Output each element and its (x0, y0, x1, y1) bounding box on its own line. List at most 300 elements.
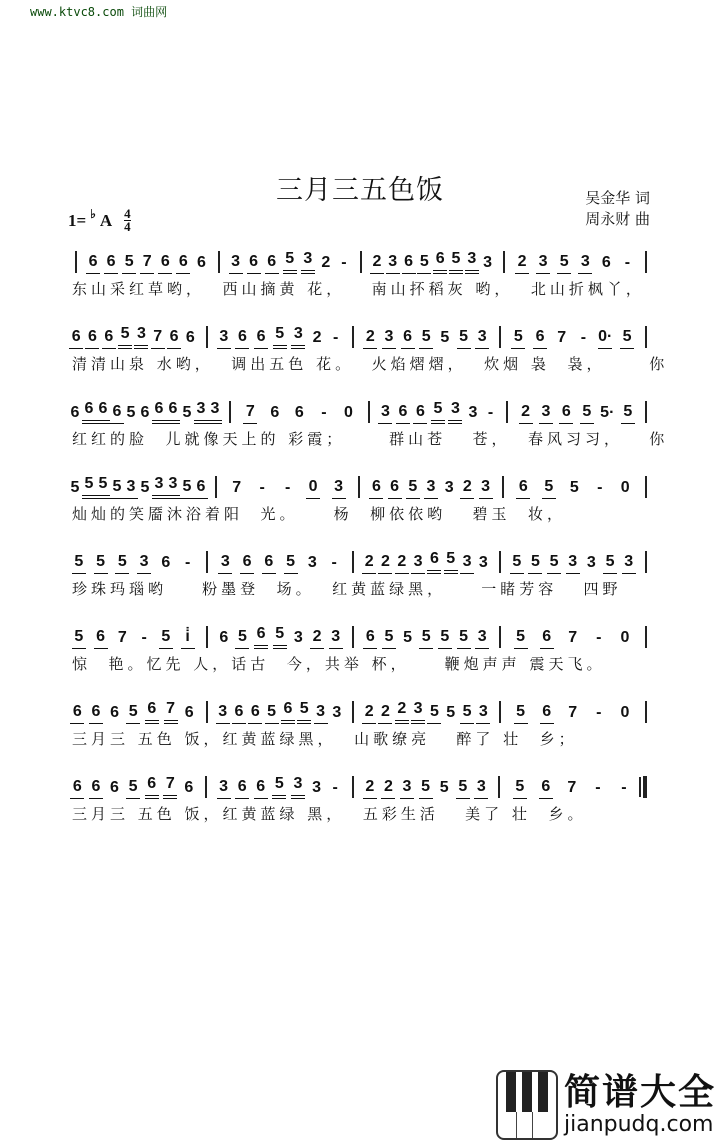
note: 6 (85, 328, 99, 349)
note: 5 (542, 478, 556, 499)
barline (499, 326, 501, 348)
measure (511, 478, 638, 499)
measure (508, 553, 639, 574)
note: - (621, 779, 627, 796)
note: 6 (102, 328, 116, 349)
note: 2 (519, 403, 533, 424)
note: 6 (248, 703, 262, 724)
note: 5 (297, 700, 311, 724)
note: 3 (293, 629, 303, 646)
barline (352, 626, 354, 648)
note: 5 (557, 253, 571, 274)
note: 5 (569, 479, 579, 496)
note: 6 (86, 253, 100, 274)
barline (358, 476, 360, 498)
measure (68, 475, 208, 499)
note: 2 (363, 778, 377, 799)
note: 5 (446, 704, 456, 721)
note: 5 (431, 400, 445, 424)
measure (361, 628, 492, 649)
note: - (332, 329, 339, 346)
barline (368, 401, 370, 423)
note: 5 (511, 328, 525, 349)
note: 5 (621, 403, 635, 424)
song-title: 三月三五色饭 (276, 175, 444, 206)
note: 6 (166, 400, 180, 424)
note: 3 (386, 253, 400, 274)
note: 5 (283, 250, 297, 274)
note: 3 (475, 328, 489, 349)
measure (215, 700, 346, 724)
note: 3 (291, 775, 305, 799)
note: 6 (254, 625, 268, 649)
note: 5 (444, 550, 458, 574)
measure (367, 478, 494, 499)
note: 2 (310, 628, 324, 649)
key-prefix: 1= (68, 210, 87, 230)
note: 6 (235, 778, 249, 799)
lyrics-row: 东山采红草哟， 西山摘黄 花， 南山抔稻灰 哟， 北山折枫丫， (72, 280, 645, 298)
note: 6 (110, 403, 124, 424)
barline (645, 251, 647, 273)
note: 2 (395, 700, 409, 724)
note: - (341, 254, 347, 271)
barline (502, 476, 504, 498)
note: 6 (89, 778, 103, 799)
key-note: A (99, 210, 113, 230)
note: - (259, 479, 265, 496)
note: 7 (140, 253, 154, 274)
score-line (68, 765, 654, 825)
measure (507, 778, 637, 799)
note: - (596, 629, 602, 646)
note: 6 (70, 703, 84, 724)
note: 6 (369, 478, 383, 499)
note: 7 (568, 704, 578, 721)
note: - (487, 404, 494, 421)
note: 5 (284, 553, 298, 574)
note: 5 (603, 553, 617, 574)
note: 6 (219, 629, 229, 646)
barline (503, 251, 505, 273)
barline (645, 626, 647, 648)
note: 3 (134, 325, 148, 349)
note: - (184, 554, 191, 571)
note: 3 (124, 478, 138, 499)
lyricist: 吴金华 词 (585, 189, 650, 207)
measure (214, 775, 344, 799)
note: 7 (557, 329, 567, 346)
barline (352, 701, 354, 723)
barline (499, 701, 501, 723)
barline (218, 251, 220, 273)
note: 3 (622, 553, 636, 574)
note: 5 (457, 328, 471, 349)
note: 6 (601, 254, 611, 271)
measure (508, 628, 639, 649)
note: 6 (176, 253, 190, 274)
note: 2 (362, 703, 376, 724)
note: 6 (396, 403, 410, 424)
note: 5 (427, 703, 441, 724)
note: 6 (110, 704, 120, 721)
note: 2 (395, 553, 409, 574)
score-line (68, 690, 654, 750)
note: 7 (232, 479, 242, 496)
note: 3 (400, 778, 414, 799)
note: 3 (307, 554, 317, 571)
notes-row (68, 250, 654, 274)
note: 6 (413, 403, 427, 424)
key-signature (68, 208, 131, 233)
score-line (68, 465, 654, 525)
measure (238, 403, 361, 424)
measure (369, 250, 496, 274)
note: 3 (478, 554, 488, 571)
note: 5 (514, 703, 528, 724)
note: 2 (370, 253, 384, 274)
note: 5 (460, 703, 474, 724)
note: 6 (158, 253, 172, 274)
note: 6 (254, 778, 268, 799)
note: 6 (533, 328, 547, 349)
note: 3 (586, 554, 596, 571)
note: 5 (110, 478, 124, 499)
note: 3 (566, 553, 580, 574)
note: 3 (229, 253, 243, 274)
note: 5 (82, 475, 96, 499)
note: 5 (182, 404, 192, 421)
measure (215, 553, 346, 574)
score-line (68, 615, 654, 675)
barline (506, 401, 508, 423)
note: 0· (598, 328, 612, 349)
note: 6 (235, 328, 249, 349)
note: - (597, 479, 603, 496)
note: 3 (152, 475, 166, 499)
note: 6 (145, 775, 159, 799)
note: 3 (483, 254, 493, 271)
measure (515, 403, 638, 424)
note: 7 (243, 403, 257, 424)
note: 5 (126, 404, 136, 421)
note: 6 (363, 628, 377, 649)
note: 2 (378, 553, 392, 574)
note: 6 (69, 328, 83, 349)
note: 5 (265, 703, 279, 724)
note: 5 (273, 325, 287, 349)
note: 6 (433, 250, 447, 274)
note: 5 (235, 628, 249, 649)
time-bottom: 4 (124, 219, 131, 234)
measure (377, 400, 500, 424)
note: 3 (194, 400, 208, 424)
note: 5 (126, 778, 140, 799)
measure (68, 325, 199, 349)
lyrics-row: 清清山泉 水哟， 调出五色 花。 火焰熠熠， 炊烟 袅 袅， 你 (72, 355, 669, 373)
note: 6 (516, 478, 530, 499)
note: 6 (559, 403, 573, 424)
measure (68, 400, 222, 424)
measure (361, 700, 492, 724)
note: 6 (184, 779, 194, 796)
note: 6 (89, 703, 103, 724)
barline (205, 776, 207, 798)
note: 6 (265, 253, 279, 274)
note: 3 (291, 325, 305, 349)
note: 2 (381, 778, 395, 799)
note: 5 (513, 778, 527, 799)
note: 5 (514, 628, 528, 649)
note: 6 (94, 628, 108, 649)
note: 6 (240, 553, 254, 574)
logo-text-en: jianpudq.com (564, 1112, 714, 1137)
score-line (68, 540, 654, 600)
note: 6 (262, 553, 276, 574)
note: 3 (137, 553, 151, 574)
barline (645, 326, 647, 348)
note: - (595, 779, 601, 796)
note: 3 (301, 250, 315, 274)
note: 0 (306, 478, 320, 499)
note: 6 (70, 404, 80, 421)
note: - (141, 629, 147, 646)
lyrics-row: 珍珠玛瑙哟 粉墨登 场。 红黄蓝绿黑， 一睹芳容 四野 (72, 580, 622, 598)
barline (352, 326, 354, 348)
note: 5 (72, 553, 86, 574)
note: 0 (620, 629, 630, 646)
lyrics-row: 红红的脸 儿就像天上的 彩霞； 群山苍 苍， 春风习习， 你 (72, 430, 669, 448)
notes-row (68, 400, 654, 424)
notes-row (68, 550, 654, 574)
note: 3 (539, 403, 553, 424)
note: 6 (161, 554, 171, 571)
note: 3 (476, 703, 490, 724)
measure (361, 328, 492, 349)
note: 5 (94, 553, 108, 574)
barline (645, 401, 647, 423)
note: 6 (281, 700, 295, 724)
note: 5 (122, 253, 136, 274)
note: 5 (72, 628, 86, 649)
barline (498, 776, 500, 798)
note: 6 (254, 328, 268, 349)
barline (352, 551, 354, 573)
score-line (68, 240, 654, 300)
barline (215, 476, 217, 498)
note: 5 (620, 328, 634, 349)
note: 0 (620, 704, 630, 721)
note: - (321, 404, 327, 421)
note: 7 (163, 775, 177, 799)
note: 6 (401, 328, 415, 349)
note: 5 (438, 628, 452, 649)
note: 6 (184, 704, 194, 721)
note: 3 (216, 703, 230, 724)
score-line (68, 315, 669, 375)
measure (512, 253, 639, 274)
barline (360, 251, 362, 273)
note: 6 (152, 400, 166, 424)
barline (206, 626, 208, 648)
barline (75, 251, 77, 273)
note: 5 (417, 253, 431, 274)
note: 6 (232, 703, 246, 724)
lyrics-row: 灿灿的笑靥沐浴着阳 光。 杨 柳依依哟 碧玉 妆， (72, 505, 566, 523)
note: 6 (388, 478, 402, 499)
note: 6 (247, 253, 261, 274)
measure (68, 628, 199, 649)
note: 3 (218, 553, 232, 574)
measure (361, 778, 491, 799)
note: 7 (117, 629, 127, 646)
lyrics-row: 惊 艳。忆先 人，话古 今，共举 杯， 鞭炮声声 震天飞。 (72, 655, 606, 673)
note: 5 (510, 553, 524, 574)
notes-row (68, 700, 654, 724)
note: 6 (96, 400, 110, 424)
measure (508, 703, 639, 724)
watermark: www.ktvc8.com 词曲网 (30, 5, 168, 19)
note: 3 (411, 700, 425, 724)
note: 6 (194, 478, 208, 499)
measure (215, 625, 346, 649)
barline (499, 551, 501, 573)
note: 3 (332, 478, 346, 499)
notes-row (68, 325, 654, 349)
note: 6 (540, 628, 554, 649)
composer: 周永财 曲 (585, 210, 650, 228)
notes-row (68, 475, 654, 499)
note: 2 (515, 253, 529, 274)
note: 5 (96, 475, 110, 499)
note: 5 (272, 775, 286, 799)
piano-keys-icon (496, 1070, 558, 1140)
note: 6 (402, 253, 416, 274)
note: 5 (439, 779, 449, 796)
barline (206, 551, 208, 573)
note: 3 (329, 628, 343, 649)
flat-sign-icon: ♭ (90, 207, 96, 221)
time-signature (124, 208, 131, 233)
note: 2 (312, 329, 322, 346)
final-barline (643, 776, 647, 798)
barline (206, 701, 208, 723)
note: 5 (115, 553, 129, 574)
note: 5 (159, 628, 173, 649)
note: 6 (185, 329, 195, 346)
note: 5 (180, 478, 194, 499)
note: 5 (449, 250, 463, 274)
note: 3 (424, 478, 438, 499)
note: 5 (457, 628, 471, 649)
note: 3 (208, 400, 222, 424)
notes-row (68, 775, 654, 799)
note: 5 (70, 479, 80, 496)
note: 5 (406, 478, 420, 499)
logo-text-cn: 简谱大全 (564, 1072, 717, 1113)
measure (68, 775, 198, 799)
note: 6 (427, 550, 441, 574)
note: 5· (600, 404, 615, 421)
note: 6 (270, 404, 280, 421)
note: 5 (456, 778, 470, 799)
note: 3 (448, 400, 462, 424)
lyrics-row: 三月三 五色 饭，红黄蓝绿黑， 山歌缭亮 醉了 壮 乡； (72, 730, 578, 748)
note: 6 (140, 404, 150, 421)
note: 2 (362, 553, 376, 574)
barline (352, 776, 354, 798)
note: 2 (460, 478, 474, 499)
note: 3 (465, 250, 479, 274)
barline (499, 626, 501, 648)
note: 0 (343, 404, 353, 421)
note: 5 (273, 625, 287, 649)
note: 7 (164, 700, 178, 724)
note: 3 (332, 704, 342, 721)
note: 3 (460, 553, 474, 574)
note: 5 (419, 328, 433, 349)
note: - (332, 779, 338, 796)
note: 5 (403, 629, 413, 646)
credits (585, 188, 650, 230)
measure (68, 700, 199, 724)
measure (508, 328, 639, 349)
note: 2 (321, 254, 331, 271)
note: 5 (440, 329, 450, 346)
note: 6 (540, 703, 554, 724)
note: 3 (378, 403, 392, 424)
note: 6 (539, 778, 553, 799)
note: 3 (217, 328, 231, 349)
note: 3 (444, 479, 454, 496)
note: 3 (411, 553, 425, 574)
notes-row (68, 625, 654, 649)
barline (229, 401, 231, 423)
note: 3 (578, 253, 592, 274)
note: 3 (217, 778, 231, 799)
note: 5 (419, 628, 433, 649)
note: 5 (382, 628, 396, 649)
note: 6 (145, 700, 159, 724)
barline (645, 701, 647, 723)
measure (227, 250, 354, 274)
note: 3 (166, 475, 180, 499)
note: 5 (547, 553, 561, 574)
time-top: 4 (124, 206, 131, 221)
note: 5 (140, 479, 150, 496)
note: 3 (475, 628, 489, 649)
note: 3 (468, 404, 478, 421)
note: 7 (567, 779, 577, 796)
note: 3 (312, 779, 321, 796)
note: - (284, 479, 291, 496)
note: 6 (110, 779, 119, 796)
measure (84, 253, 211, 274)
note: i̇ (181, 628, 195, 649)
note: 3 (314, 703, 328, 724)
barline (645, 476, 647, 498)
note: 3 (474, 778, 488, 799)
note: 2 (363, 328, 377, 349)
measure (361, 550, 492, 574)
note: 5 (580, 403, 594, 424)
lyrics-row: 三月三 五色 饭，红黄蓝绿 黑， 五彩生活 美了 壮 乡。 (72, 805, 587, 823)
note: - (331, 554, 337, 571)
note: 2 (378, 703, 392, 724)
note: - (624, 254, 631, 271)
site-logo (496, 1070, 716, 1140)
note: 3 (382, 328, 396, 349)
